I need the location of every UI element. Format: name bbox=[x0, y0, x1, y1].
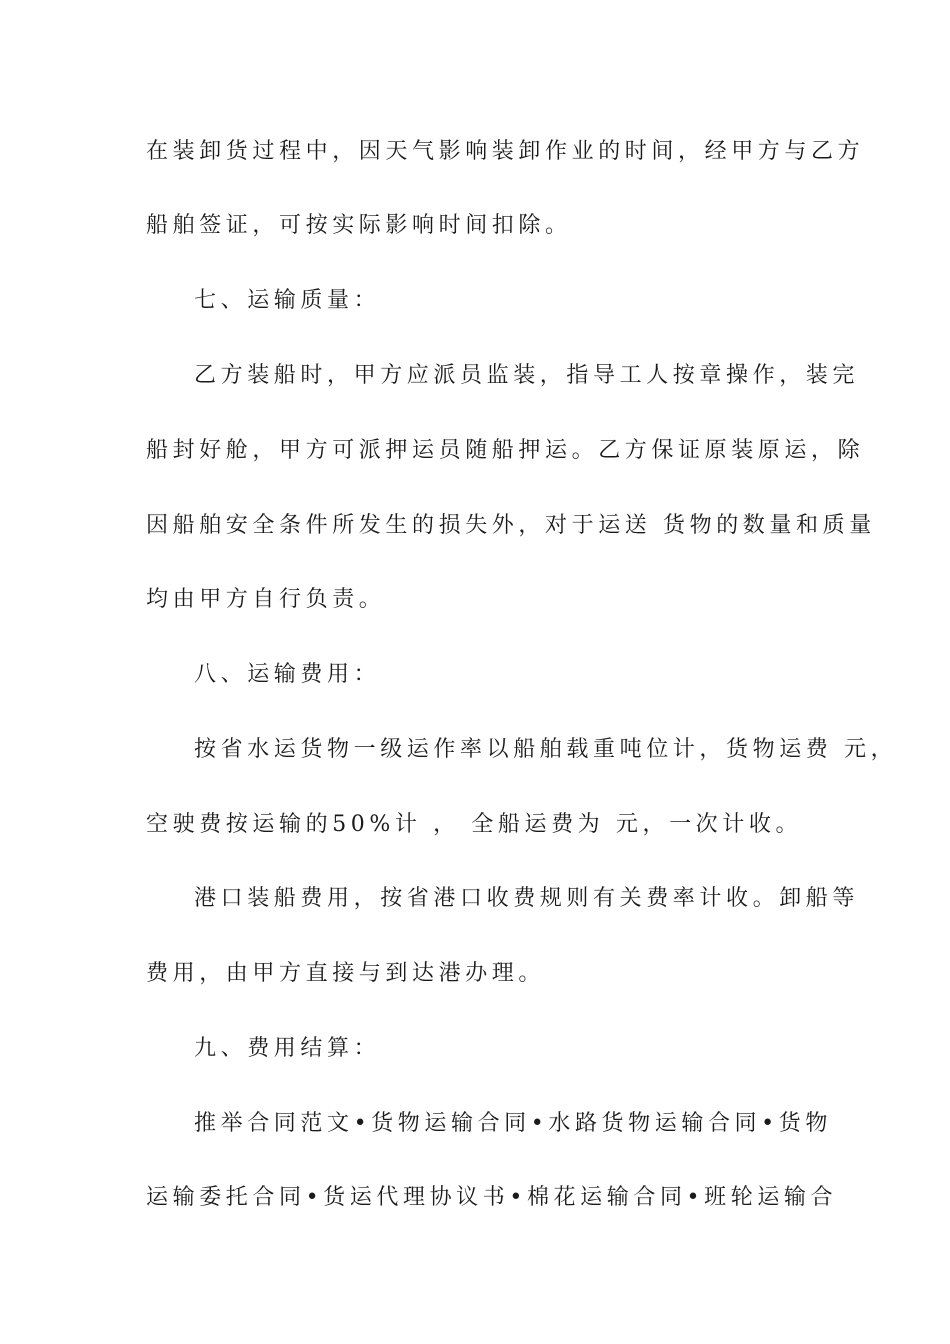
related-contracts-line-1: 推举合同范文•货物运输合同•水路货物运输合同•货物 bbox=[194, 1111, 832, 1136]
text-line-12: 费用，由甲方直接与到达港办理。 bbox=[146, 961, 546, 986]
section-heading-fee-settlement: 九、费用结算： bbox=[194, 1036, 381, 1061]
text-line-7: 均由甲方自行负责。 bbox=[146, 587, 386, 612]
text-line-5: 船封好舱，甲方可派押运员随船押运。乙方保证原装原运，除 bbox=[146, 438, 865, 463]
related-contracts-line-2: 运输委托合同•货运代理协议书•棉花运输合同•班轮运输合 bbox=[146, 1185, 838, 1210]
text-line-1: 在装卸货过程中，因天气影响装卸作业的时间，经甲方与乙方 bbox=[146, 139, 865, 164]
section-heading-transport-fees: 八、运输费用： bbox=[194, 662, 381, 687]
text-line-11: 港口装船费用，按省港口收费规则有关费率计收。卸船等 bbox=[194, 886, 860, 911]
text-line-9: 按省水运货物一级运作率以船舶载重吨位计，货物运费 元， bbox=[194, 737, 898, 762]
text-line-4: 乙方装船时，甲方应派员监装，指导工人按章操作，装完 bbox=[194, 363, 860, 388]
text-line-10: 空驶费按运输的50%计 ， 全船运费为 元，一次计收。 bbox=[146, 812, 803, 837]
text-line-6: 因船舶安全条件所发生的损失外，对于运送 货物的数量和质量 bbox=[146, 513, 876, 538]
text-line-2: 船舶签证，可按实际影响时间扣除。 bbox=[146, 213, 572, 238]
section-heading-transport-quality: 七、运输质量： bbox=[194, 288, 381, 313]
